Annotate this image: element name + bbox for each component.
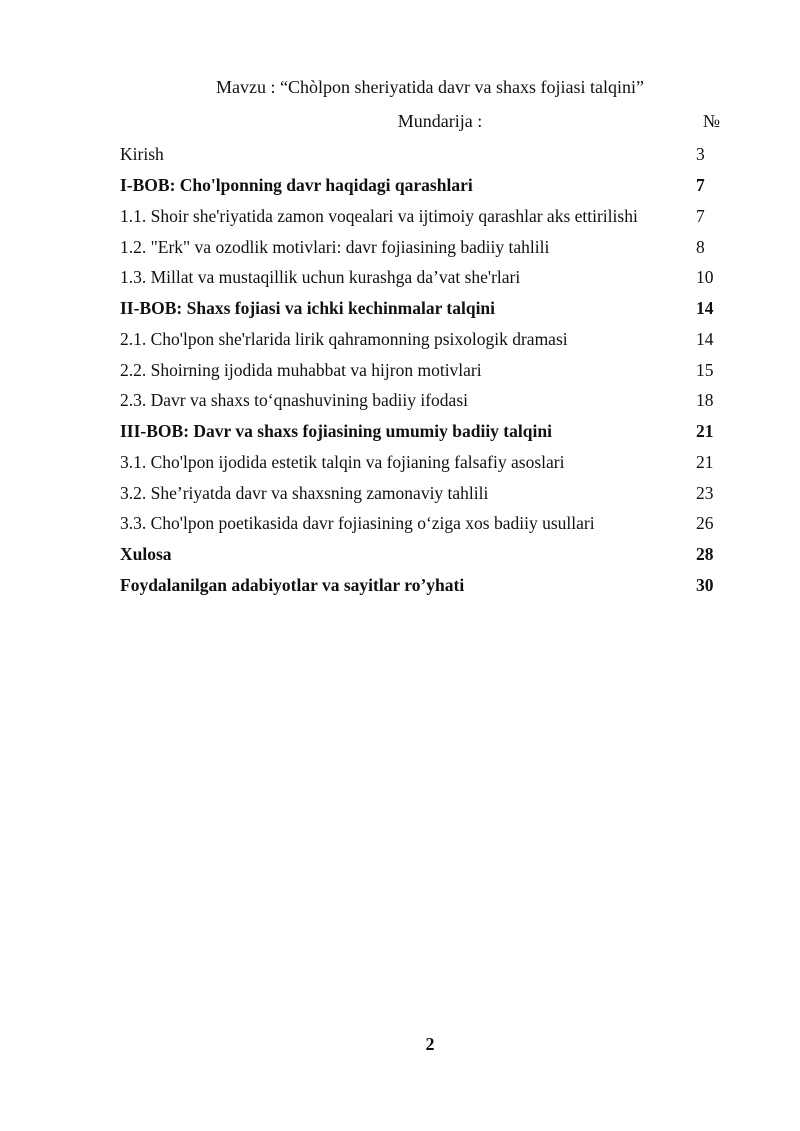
toc-heading: Mundarija : <box>397 111 483 131</box>
toc-entry-page: 8 <box>696 236 705 257</box>
toc-row <box>120 201 720 232</box>
toc-entry-title: 1.1. Shoir she'riyatida zamon voqealari va ijtimoiy qarashlar aks ettirilishi <box>120 205 638 226</box>
toc-entry-title: III-BOB: Davr va shaxs fojiasining umumiy badiiy talqini <box>120 421 552 442</box>
toc-chapter-row <box>120 539 720 570</box>
toc-entry-page: 30 <box>696 574 714 595</box>
toc-entry-page: 7 <box>696 175 705 196</box>
toc-entry-page: 15 <box>696 359 714 380</box>
toc-entry-page: 14 <box>696 298 714 319</box>
toc-entry-title: 2.3. Davr va shaxs to‘qnashuvining badiiy ifodasi <box>120 390 469 411</box>
toc-entry-page: 7 <box>696 205 705 226</box>
toc-entry-title: 1.3. Millat va mustaqillik uchun kurashga da’vat she'rlari <box>120 267 521 288</box>
toc-entry-title: II-BOB: Shaxs fojiasi va ichki kechinmalar talqini <box>120 298 496 319</box>
toc-entry-title: Kirish <box>120 144 164 165</box>
toc-chapter-row <box>120 293 720 324</box>
toc-row <box>120 477 720 508</box>
toc-entry-title: I-BOB: Cho'lponning davr haqidagi qarashlari <box>120 175 473 196</box>
number-sign: № <box>702 111 720 131</box>
toc-entry-title: 2.1. Cho'lpon she'rlarida lirik qahramonning psixologik dramasi <box>120 328 568 349</box>
toc-entry-page: 26 <box>696 513 714 534</box>
toc-entry-title: 1.2. "Erk" va ozodlik motivlari: davr fojiasining badiiy tahlili <box>120 236 550 257</box>
page-number: 2 <box>425 1034 435 1054</box>
toc-entry-page: 21 <box>696 421 714 442</box>
toc-row <box>120 354 720 385</box>
toc-chapter-row <box>120 170 720 201</box>
table-of-contents <box>120 139 720 600</box>
toc-entry-title: 3.1. Cho'lpon ijodida estetik talqin va fojianing falsafiy asoslari <box>120 451 565 472</box>
toc-row <box>120 231 720 262</box>
toc-entry-page: 21 <box>696 451 714 472</box>
toc-entry-page: 3 <box>696 144 705 165</box>
toc-chapter-row <box>120 416 720 447</box>
toc-entry-page: 14 <box>696 328 714 349</box>
toc-entry-page: 28 <box>696 544 714 565</box>
toc-entry-page: 18 <box>696 390 714 411</box>
toc-entry-title: Xulosa <box>120 544 172 565</box>
toc-row <box>120 262 720 293</box>
toc-row <box>120 508 720 539</box>
toc-entry-title: 2.2. Shoirning ijodida muhabbat va hijron motivlari <box>120 359 482 380</box>
toc-row <box>120 324 720 355</box>
toc-entry-title: 3.3. Cho'lpon poetikasida davr fojiasining o‘ziga xos badiiy usullari <box>120 513 595 534</box>
toc-chapter-row <box>120 570 720 601</box>
toc-entry-title: 3.2. She’riyatda davr va shaxsning zamonaviy tahlili <box>120 482 489 503</box>
toc-heading-row <box>120 110 720 132</box>
toc-entry-page: 23 <box>696 482 714 503</box>
toc-row <box>120 385 720 416</box>
toc-row <box>120 447 720 478</box>
topic-title: Mavzu : “Chòlpon sheriyatida davr va shaxs fojiasi talqini” <box>216 77 644 97</box>
toc-row <box>120 139 720 170</box>
toc-entry-page: 10 <box>696 267 714 288</box>
toc-entry-title: Foydalanilgan adabiyotlar va sayitlar ro’yhati <box>120 574 465 595</box>
